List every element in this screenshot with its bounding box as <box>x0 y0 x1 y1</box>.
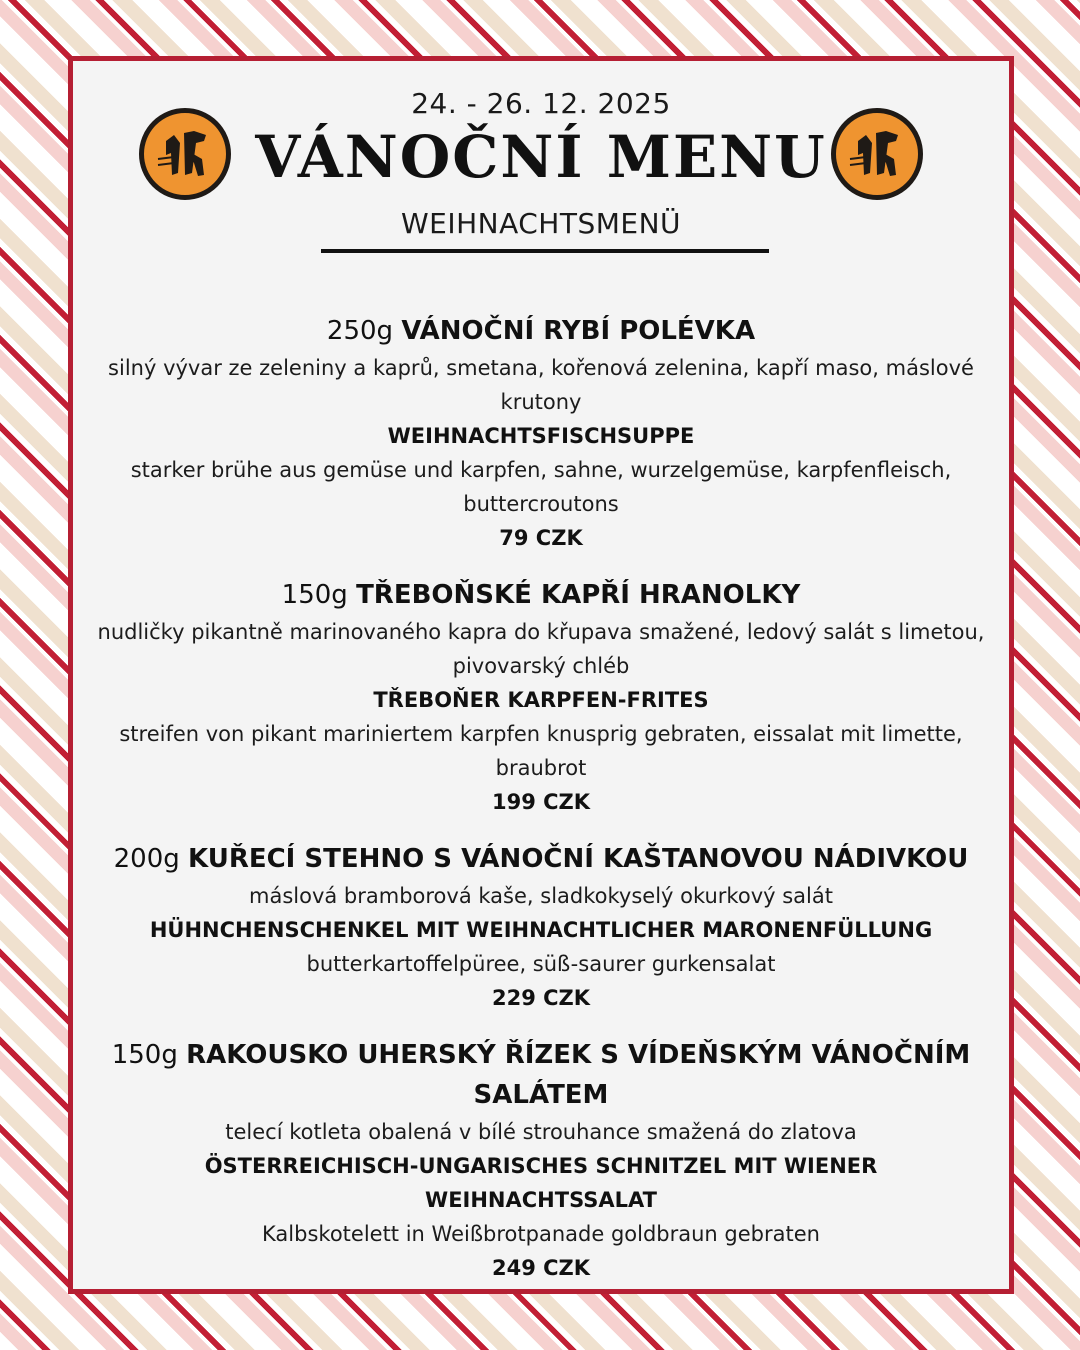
item-price: 199 CZK <box>491 790 591 814</box>
menu-card <box>68 56 1014 1294</box>
item-name: TŘEBOŇSKÉ KAPŘÍ HRANOLKY <box>356 580 801 610</box>
item-name-de: TŘEBOŇER KARPFEN-FRITES <box>373 688 709 712</box>
title-divider <box>321 249 769 253</box>
item-description-cz: máslová bramborová kaše, sladkokyselý okurkový salát <box>249 884 833 908</box>
item-description-cz: telecí kotleta obalená v bílé strouhance smažená do zlatova <box>225 1120 857 1144</box>
menu-item-heading <box>73 1035 1009 1115</box>
menu-header <box>73 61 1009 311</box>
menu-item <box>73 311 1009 555</box>
item-name: KUŘECÍ STEHNO S VÁNOČNÍ KAŠTANOVOU NÁDIVKOU <box>188 844 969 874</box>
item-weight: 150g <box>281 580 348 610</box>
item-price: 249 CZK <box>491 1256 591 1280</box>
item-weight: 150g <box>111 1040 178 1070</box>
menu-item-heading <box>73 575 1009 615</box>
item-price: 79 CZK <box>499 526 583 550</box>
item-description-cz: nudličky pikantně marinovaného kapra do křupava smažené, ledový salát s limetou, pivovarský chléb <box>97 620 985 678</box>
item-name: VÁNOČNÍ RYBÍ POLÉVKA <box>401 316 756 346</box>
menu-item-heading <box>73 839 1009 879</box>
item-name-de: HÜHNCHENSCHENKEL MIT WEIHNACHTLICHER MARONENFÜLLUNG <box>149 918 933 942</box>
menu-item <box>73 839 1009 1015</box>
menu-list <box>73 311 1009 1305</box>
item-description-cz: silný vývar ze zeleniny a kaprů, smetana, kořenová zelenina, kapří maso, máslové krutony <box>108 356 974 414</box>
menu-item <box>73 575 1009 819</box>
item-weight: 200g <box>113 844 180 874</box>
menu-item <box>73 1035 1009 1285</box>
item-description-de: butterkartoffelpüree, süß-saurer gurkensalat <box>306 952 776 976</box>
item-description-de: Kalbskotelett in Weißbrotpanade goldbraun gebraten <box>262 1222 820 1246</box>
menu-subtitle: WEIHNACHTSMENÜ <box>400 207 682 240</box>
item-price: 229 CZK <box>491 986 591 1010</box>
menu-item-heading <box>73 311 1009 351</box>
item-name-de: WEIHNACHTSFISCHSUPPE <box>387 424 695 448</box>
menu-date: 24. - 26. 12. 2025 <box>411 87 671 120</box>
menu-title: VÁNOČNÍ MENU <box>255 123 827 191</box>
item-name-de: ÖSTERREICHISCH-UNGARISCHES SCHNITZEL MIT WIENER WEIHNACHTSSALAT <box>204 1154 878 1212</box>
item-weight: 250g <box>326 316 394 346</box>
item-description-de: streifen von pikant mariniertem karpfen knusprig gebraten, eissalat mit limette, braubrot <box>119 722 963 780</box>
item-description-de: starker brühe aus gemüse und karpfen, sahne, wurzelgemüse, karpfenfleisch, buttercroutons <box>130 458 952 516</box>
item-name: RAKOUSKO UHERSKÝ ŘÍZEK S VÍDEŇSKÝM VÁNOČNÍM SALÁTEM <box>186 1040 971 1110</box>
